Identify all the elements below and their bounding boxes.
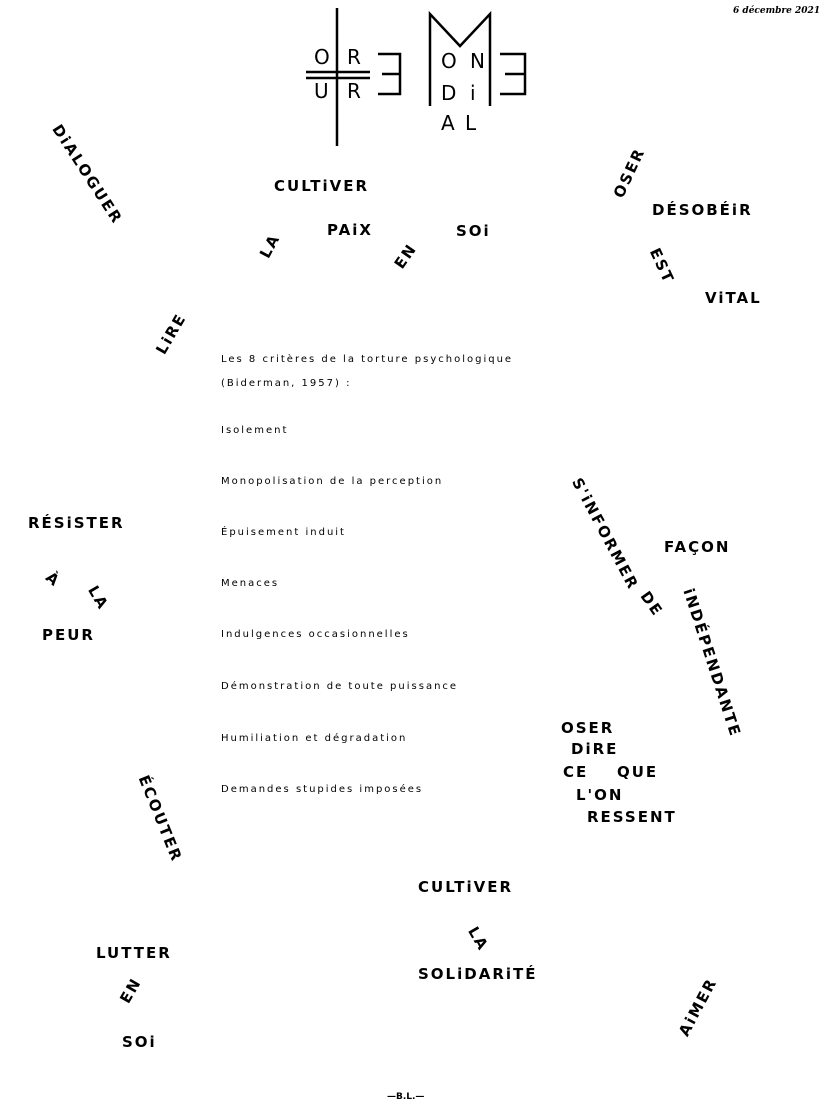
word-resister: RÉSiSTER bbox=[28, 514, 125, 532]
criterion-7: Humiliation et dégradation bbox=[221, 733, 408, 744]
date-label: 6 décembre 2021 bbox=[733, 6, 821, 16]
logo-letter-o: O bbox=[314, 45, 330, 69]
criterion-8: Demandes stupides imposées bbox=[221, 784, 424, 795]
word-desobeir: DÉSOBÉiR bbox=[652, 201, 753, 219]
criterion-5: Indulgences occasionnelles bbox=[221, 629, 410, 640]
word-la-peur: LA bbox=[84, 582, 113, 614]
word-soi-bottom: SOi bbox=[122, 1033, 157, 1051]
list-title-line2: (Biderman, 1957) : bbox=[221, 378, 352, 389]
word-lon: L'ON bbox=[576, 786, 624, 804]
logo-letter-d: D bbox=[441, 81, 457, 105]
word-facon: FAÇON bbox=[664, 538, 731, 556]
logo-letter-i: i bbox=[470, 81, 476, 105]
criterion-3: Épuisement induit bbox=[221, 527, 346, 538]
word-sinformer: S'iNFORMER bbox=[568, 474, 643, 594]
word-dialoguer: DiALOGUER bbox=[48, 121, 127, 228]
word-independante: iNDÉPENDANTE bbox=[679, 586, 745, 740]
word-paix: PAiX bbox=[327, 221, 373, 239]
logo-letter-l: L bbox=[465, 111, 477, 135]
word-a: À bbox=[42, 568, 65, 591]
logo-letter-u: U bbox=[314, 79, 329, 103]
word-soi-top: SOi bbox=[456, 222, 491, 240]
word-de: DE bbox=[636, 587, 667, 621]
criterion-6: Démonstration de toute puissance bbox=[221, 681, 459, 692]
word-vital: ViTAL bbox=[705, 289, 762, 307]
logo-letter-r2: R bbox=[347, 79, 361, 103]
word-en-bottom: EN bbox=[116, 974, 146, 1007]
word-oser-bottom: OSER bbox=[561, 719, 615, 737]
logo-letter-n: N bbox=[470, 49, 485, 73]
word-lutter: LUTTER bbox=[96, 944, 172, 962]
word-cultiver-top: CULTiVER bbox=[274, 177, 370, 195]
signature: —B.L.— bbox=[387, 1092, 425, 1102]
word-solidarite: SOLiDARiTÉ bbox=[418, 965, 538, 983]
logo-letter-o2: O bbox=[441, 49, 457, 73]
word-aimer: AiMER bbox=[675, 974, 721, 1040]
word-ce: CE bbox=[563, 763, 589, 781]
word-lire: LiRE bbox=[152, 309, 191, 358]
word-ressent: RESSENT bbox=[587, 808, 677, 826]
word-la-top: LA bbox=[256, 230, 284, 262]
word-que: QUE bbox=[617, 763, 659, 781]
word-est: EST bbox=[645, 245, 678, 287]
word-ecouter: ÉCOUTER bbox=[134, 772, 186, 865]
word-cultiver-bottom: CULTiVER bbox=[418, 878, 514, 896]
criterion-2: Monopolisation de la perception bbox=[221, 476, 444, 487]
criterion-1: Isolement bbox=[221, 425, 289, 436]
word-oser-top: OSER bbox=[609, 144, 649, 201]
word-dire: DiRE bbox=[571, 740, 619, 758]
word-en-top: EN bbox=[390, 239, 421, 273]
criterion-4: Menaces bbox=[221, 578, 280, 589]
word-la-bottom: LA bbox=[464, 923, 493, 955]
list-title-line1: Les 8 critères de la torture psychologique bbox=[221, 354, 514, 365]
logo-letter-a: A bbox=[441, 111, 455, 135]
word-peur: PEUR bbox=[42, 626, 95, 644]
or-mondial-logo bbox=[300, 6, 540, 156]
logo-letter-r: R bbox=[347, 45, 361, 69]
